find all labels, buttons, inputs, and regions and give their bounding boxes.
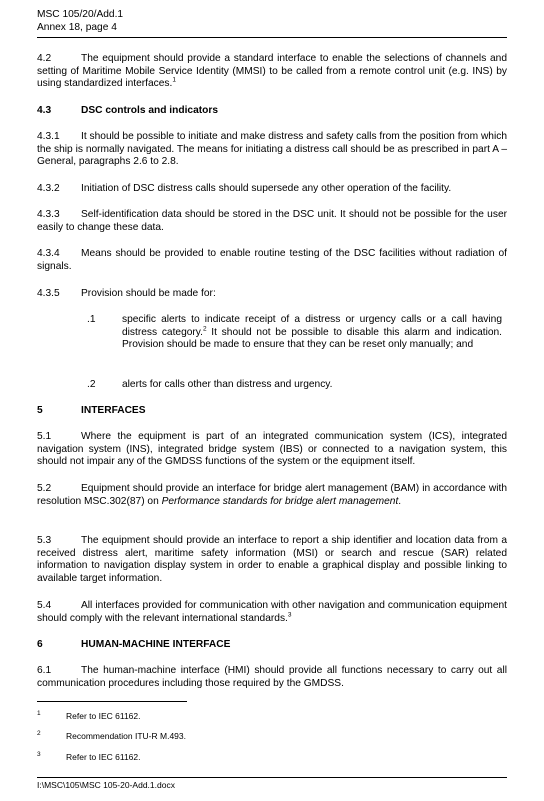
paragraph-text: Self-identification data should be stored in the DSC unit. It should not be possible for the user easily to change these data. xyxy=(37,209,507,233)
paragraph-6-1 xyxy=(37,665,507,690)
paragraph-number: 4.3.2 xyxy=(37,183,60,194)
paragraph-number: 5.1 xyxy=(37,431,52,442)
heading-title: HUMAN-MACHINE INTERFACE xyxy=(81,639,231,650)
paragraph-number: 5.3 xyxy=(37,535,52,546)
heading-5 xyxy=(37,405,507,418)
paragraph-number: 4.3.1 xyxy=(37,131,60,142)
standard-title: Performance standards for bridge alert management xyxy=(161,495,399,507)
paragraph-number: 4.3.3 xyxy=(37,209,60,220)
paragraph-4-3-1 xyxy=(37,131,507,169)
paragraph-text: Provision should be made for: xyxy=(81,288,216,299)
list-item-number: .2 xyxy=(87,379,96,390)
page-location: Annex 18, page 4 xyxy=(37,22,117,33)
heading-title: DSC controls and indicators xyxy=(81,105,218,116)
paragraph-text: Equipment should provide an interface for bridge alert management (BAM) in accordance with resolution MSC.302(87) on xyxy=(37,483,507,507)
document-reference: MSC 105/20/Add.1 xyxy=(37,9,124,20)
paragraph-4-2 xyxy=(37,53,507,91)
paragraph-4-3-2 xyxy=(37,183,507,196)
heading-title: INTERFACES xyxy=(81,405,146,416)
footer-file-path: I:\MSC\105\MSC 105-20-Add.1.docx xyxy=(37,780,175,790)
document-page xyxy=(37,0,507,801)
paragraph-5-1 xyxy=(37,431,507,469)
list-item-text: specific alerts to indicate receipt of a distress or urgency calls or a call having distress category.$^2$ It should not be possible to disable this alarm and indication. Provision should be made to ensure that they can be reset only manually; and xyxy=(122,314,502,351)
footnote-text: Recommendation ITU-R M.493. xyxy=(66,731,186,741)
footnote-number: 3 xyxy=(37,751,41,758)
paragraph-5-2: 5.2 Equipment should provide an interface for bridge alert management (BAM) in accordance with resolution MSC.302(87) on Performance standards for bridge alert management. xyxy=(37,483,507,507)
paragraph-number: 4.2 xyxy=(37,53,52,64)
heading-number: 4.3 xyxy=(37,105,52,116)
paragraph-text: The equipment should provide an interface to report a ship identifier and location data from a received distress alert, maritime safety information (MSI) or search and rescue (SAR) related information to navigation display system in order to enable a graphical display and possible linking to available target information. xyxy=(37,535,507,584)
heading-4-3 xyxy=(37,105,507,118)
footnote-ref: 2 xyxy=(202,325,207,333)
paragraph-number: 5.2 xyxy=(37,483,52,494)
list-item-number: .1 xyxy=(87,314,96,325)
heading-number: 6 xyxy=(37,639,43,650)
list-item-text: alerts for calls other than distress and urgency. xyxy=(122,379,333,390)
footnote-text: Refer to IEC 61162. xyxy=(66,711,141,721)
paragraph-text: The equipment should provide a standard interface to enable the selections of channels and setting of Maritime Mobile Service Identity (MMSI) to be called from a remote control unit (e.g. INS) by using standardized interfaces. xyxy=(37,53,507,90)
heading-6 xyxy=(37,639,507,652)
footnote-divider xyxy=(37,701,187,702)
footer-divider xyxy=(37,777,507,778)
footnote-number: 1 xyxy=(37,710,41,717)
paragraph-4-3-3 xyxy=(37,209,507,234)
footnote-ref: 3 xyxy=(287,611,292,619)
heading-number: 5 xyxy=(37,405,43,416)
paragraph-number: 6.1 xyxy=(37,665,52,676)
page-header xyxy=(37,8,123,34)
footnote-number: 2 xyxy=(37,730,41,737)
paragraph-text: It should be possible to initiate and make distress and safety calls from the position from which the ship is normally navigated. The means for initiating a distress call should be as prescribed in part A – General, paragraphs 2.6 to 2.8. xyxy=(37,131,507,168)
paragraph-4-3-5 xyxy=(37,288,507,301)
paragraph-text: Means should be provided to enable routine testing of the DSC facilities without radiation of signals. xyxy=(37,248,507,272)
paragraph-text: Where the equipment is part of an integrated communication system (ICS), integrated navigation system (INS), integrated bridge system (IBS) or connected to a navigation system, this should not impair any of the GMDSS functions of the system or the equipment itself. xyxy=(37,431,507,468)
paragraph-5-3 xyxy=(37,535,507,585)
footnote-text: Refer to IEC 61162. xyxy=(66,752,141,762)
paragraph-4-3-4 xyxy=(37,248,507,273)
paragraph-number: 5.4 xyxy=(37,600,52,611)
paragraph-text: The human-machine interface (HMI) should provide all functions necessary to carry out all communication procedures including those required by the GMDSS. xyxy=(37,665,507,689)
paragraph-number: 4.3.5 xyxy=(37,288,60,299)
paragraph-text: All interfaces provided for communication with other navigation and communication equipment should comply with the relevant international standards. xyxy=(37,600,507,624)
paragraph-number: 4.3.4 xyxy=(37,248,60,259)
footnote-ref: 1 xyxy=(172,76,176,84)
header-divider xyxy=(37,37,507,38)
paragraph-text: Initiation of DSC distress calls should supersede any other operation of the facility. xyxy=(81,183,452,194)
paragraph-5-4 xyxy=(37,600,507,625)
